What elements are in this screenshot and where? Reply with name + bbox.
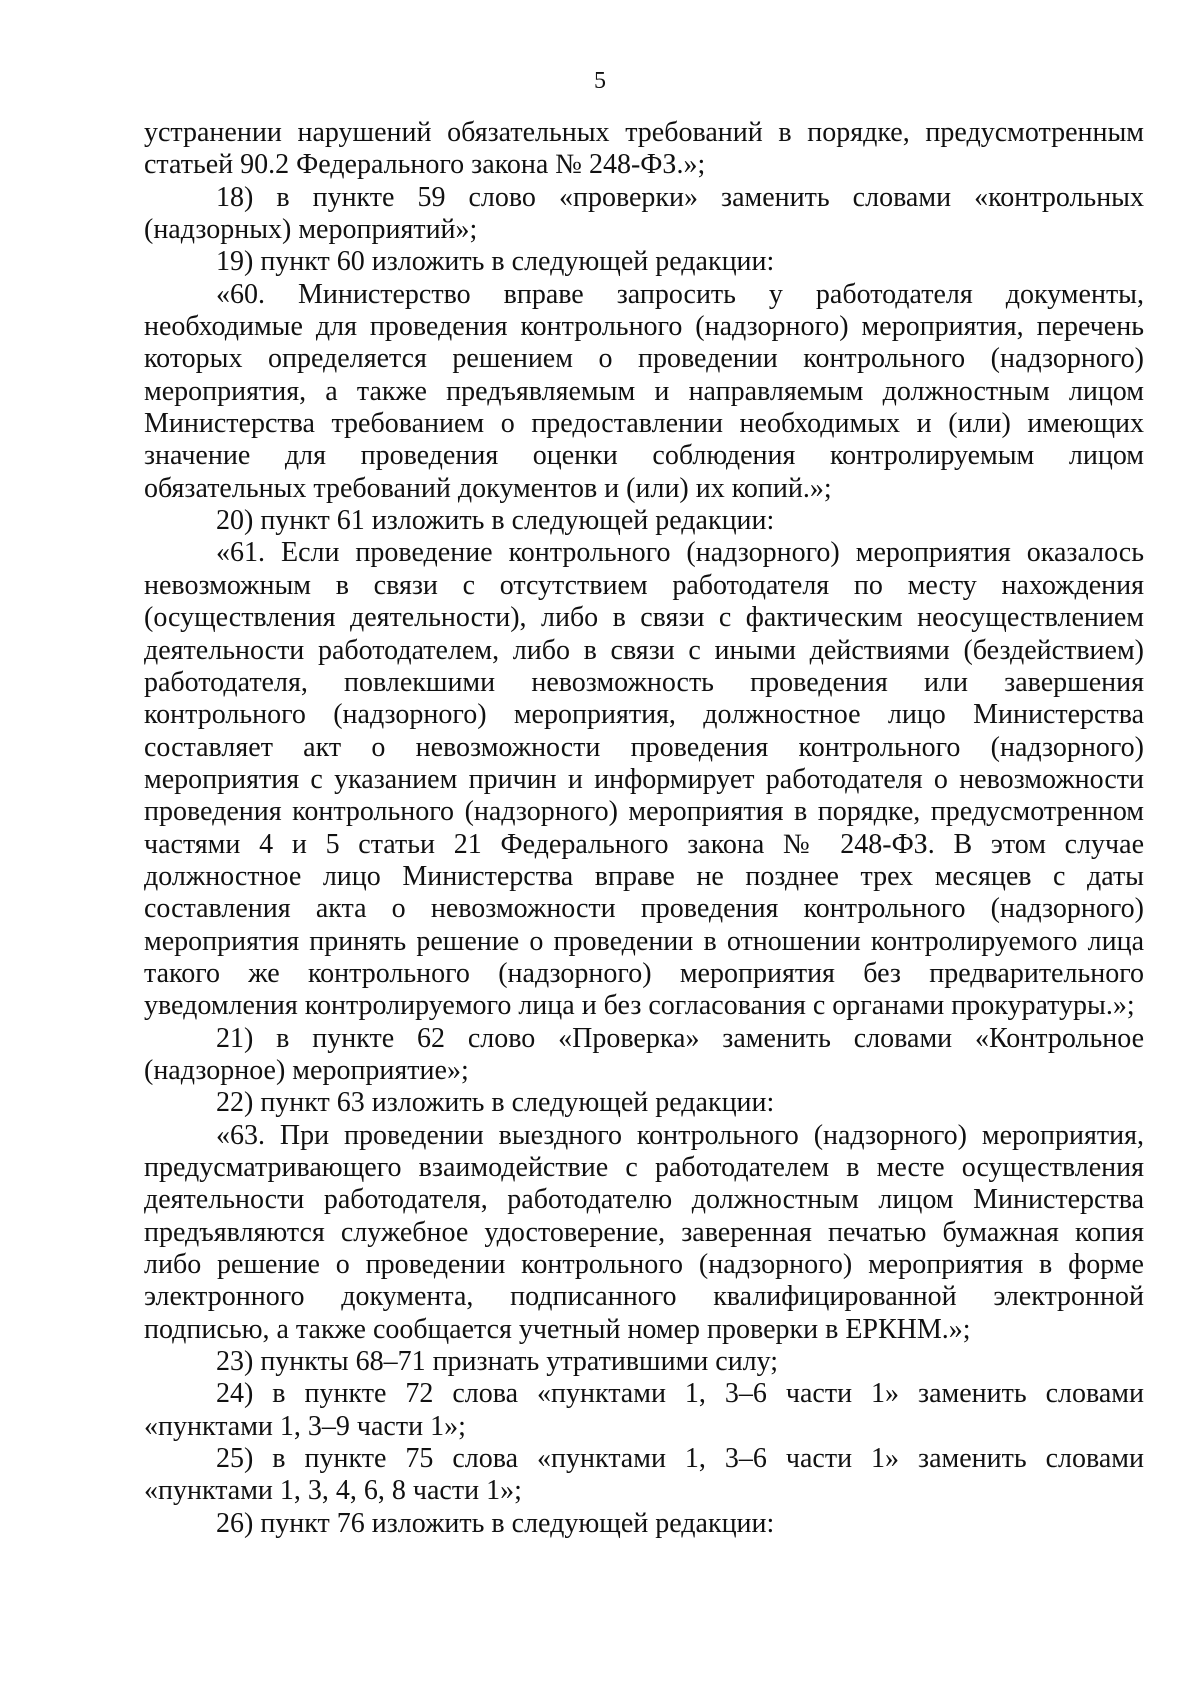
paragraph: 24) в пункте 72 слова «пунктами 1, 3–6 части 1» заменить словами «пунктами 1, 3–9 части 1»;: [144, 1378, 1144, 1442]
paragraph: 19) пункт 60 изложить в следующей редакции:: [216, 246, 775, 278]
paragraph: «63. При проведении выездного контрольного (надзорного) мероприятия, предусматривающего взаимодействие с работодателем в месте осуществления деятельности работодателя, работодателю должностным лицом Министерства предъявляются служебное удостоверение, заверенная печатью бумажная копия либо решение о проведении контрольного (надзорного) мероприятия в форме электронного документа, подписанного квалифицированной электронной подписью, а также сообщается учетный номер проверки в ЕРКНМ.»;: [144, 1119, 1144, 1345]
paragraph: 25) в пункте 75 слова «пунктами 1, 3–6 части 1» заменить словами «пунктами 1, 3, 4, 6, 8 части 1»;: [144, 1443, 1144, 1507]
document-body: [144, 117, 1144, 1540]
paragraph: «60. Министерство вправе запросить у работодателя документы, необходимые для проведения контрольного (надзорного) мероприятия, перечень которых определяется решением о проведении контрольного (надзорного) мероприятия, а также предъявляемым и направляемым должностным лицом Министерства требованием о предоставлении необходимых и (или) имеющих значение для проведения оценки соблюдения контролируемым лицом обязательных требований документов и (или) их копий.»;: [144, 278, 1144, 504]
paragraph: 22) пункт 63 изложить в следующей редакции:: [216, 1087, 775, 1119]
paragraph: 23) пункты 68–71 признать утратившими силу;: [216, 1346, 779, 1378]
page-number: 5: [594, 68, 606, 94]
paragraph: 26) пункт 76 изложить в следующей редакции:: [216, 1507, 775, 1539]
paragraph: устранении нарушений обязательных требований в порядке, предусмотренным статьей 90.2 Федерального закона № 248-ФЗ.»;: [144, 117, 1144, 181]
paragraph: 18) в пункте 59 слово «проверки» заменить словами «контрольных (надзорных) мероприятий»;: [144, 181, 1144, 246]
paragraph: «61. Если проведение контрольного (надзорного) мероприятия оказалось невозможным в связи с отсутствием работодателя по месту нахождения (осуществления деятельности), либо в связи с фактическим неосуществлением деятельности работодателем, либо в связи с иными действиями (бездействием) работодателя, повлекшими невозможность проведения или завершения контрольного (надзорного) мероприятия, должностное лицо Министерства составляет акт о невозможности проведения контрольного (надзорного) мероприятия с указанием причин и информирует работодателя о невозможности проведения контрольного (надзорного) мероприятия в порядке, предусмотренном частями 4 и 5 статьи 21 Федерального закона № 248-ФЗ. В этом случае должностное лицо Министерства вправе не позднее трех месяцев с даты составления акта о невозможности проведения контрольного (надзорного) мероприятия принять решение о проведении в отношении контролируемого лица такого же контрольного (надзорного) мероприятия без предварительного уведомления контролируемого лица и без согласования с органами прокуратуры.»;: [144, 537, 1144, 1022]
paragraph: 20) пункт 61 изложить в следующей редакции:: [216, 505, 775, 537]
paragraph: 21) в пункте 62 слово «Проверка» заменить словами «Контрольное (надзорное) мероприятие»;: [144, 1022, 1144, 1086]
